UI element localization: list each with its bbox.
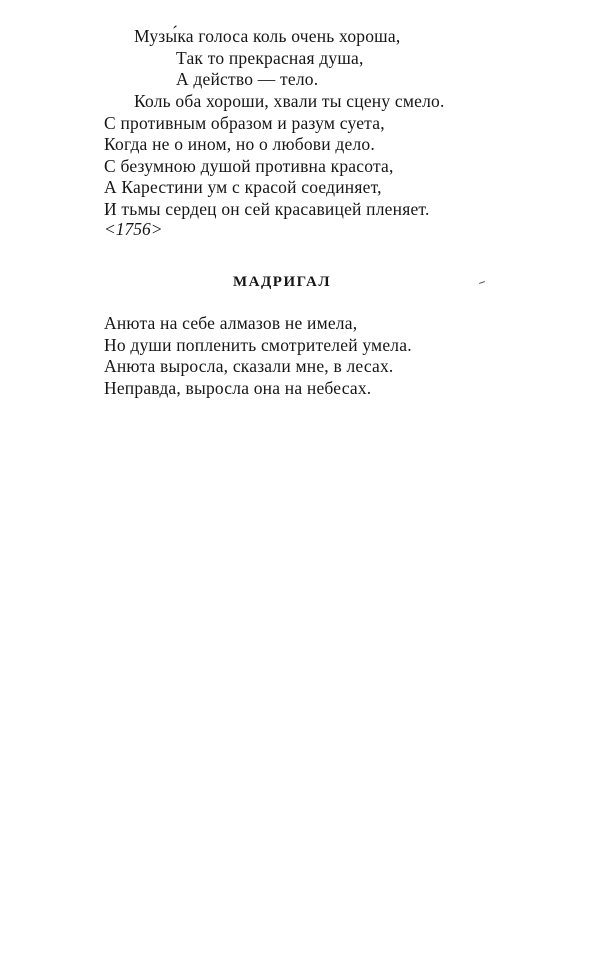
poem-1-line-6: Когда не о ином, но о любови дело.	[104, 134, 375, 154]
poem-1-line-8: А Карестини ум с красой соединяет,	[104, 177, 382, 197]
poem-1-line-4: Коль оба хороши, хвали ты сцену смело.	[134, 91, 445, 111]
poem-2-line-3: Анюта выросла, сказали мне, в лесах.	[104, 356, 394, 376]
poem-1-line-5: С противным образом и разум суета,	[104, 113, 385, 133]
poem-1-line-3: А действо — тело.	[176, 69, 319, 89]
poem-1-line-1: Музы́ка голоса коль очень хороша,	[134, 26, 401, 46]
poem-1-line-2: Так то прекрасная душа,	[176, 48, 364, 68]
poem-2-line-1: Анюта на себе алмазов не имела,	[104, 313, 358, 333]
poem-2-line-2: Но души попленить смотрителей умела.	[104, 335, 412, 355]
poem-1-date: <1756>	[104, 219, 163, 239]
print-speck	[479, 281, 485, 284]
poem-2-line-4: Неправда, выросла она на небесах.	[104, 378, 372, 398]
poem-1-line-9: И тьмы сердец он сей красавицей пленяет.	[104, 199, 430, 219]
poem-2-title: МАДРИГАЛ	[233, 274, 332, 290]
poem-1-line-7: С безумною душой противна красота,	[104, 156, 394, 176]
